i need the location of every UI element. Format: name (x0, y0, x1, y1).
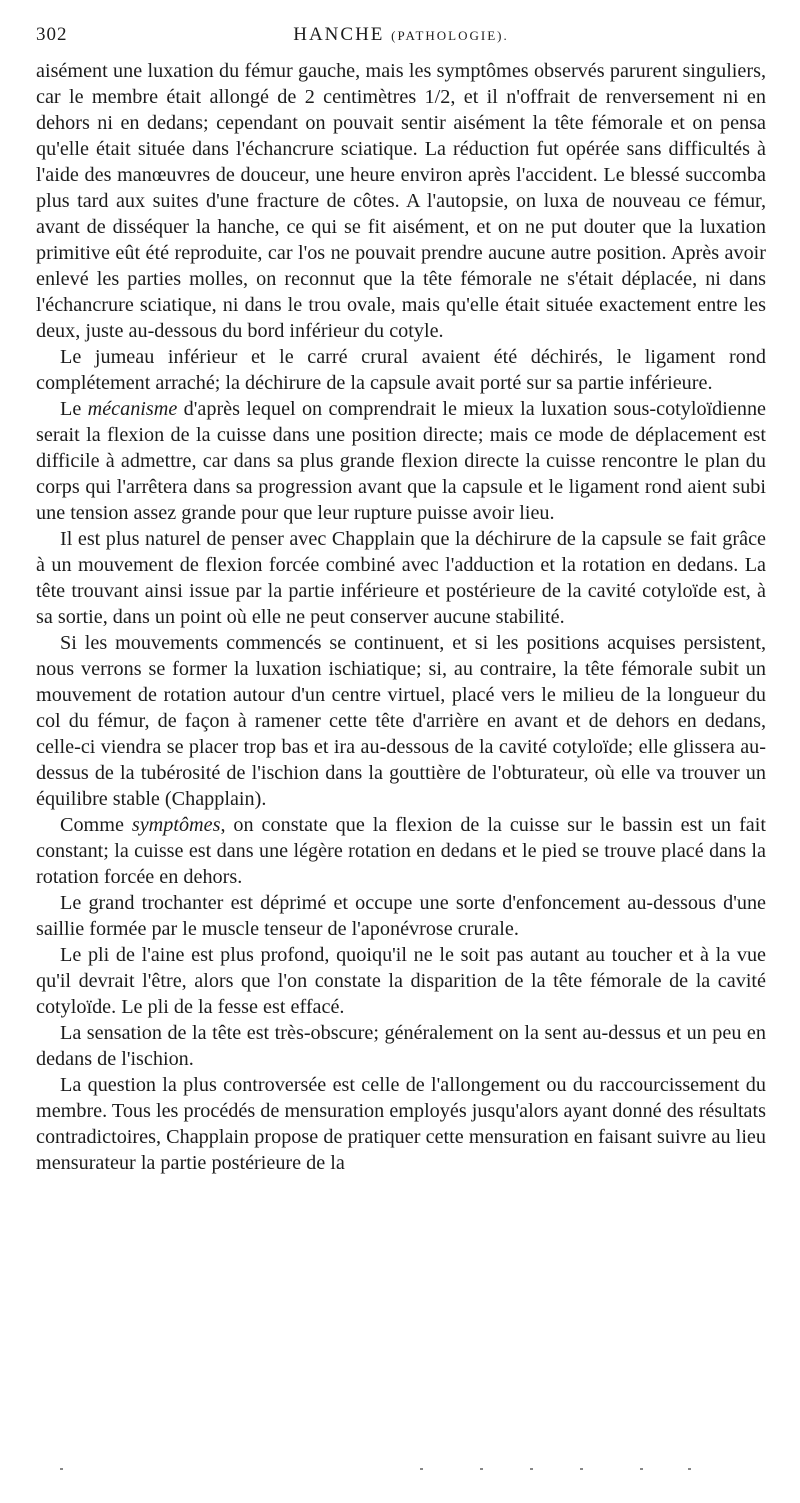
header-title-main: HANCHE (293, 24, 385, 45)
text-run: Si les mouvements commencés se continuent, et si les positions acquises persistent, nous verrons se former la luxation ischiatique; si, au contraire, la tête fémorale subit un mouvement de rotation autour d'un centre virtuel, placé vers le milieu de la longueur du col du fémur, de façon à ramener cette tête d'arrière en avant et de dehors en dedans, celle-ci viendra se placer trop bas et ira au-dessous de la cavité cotyloïde; elle glissera au-dessus de la tubérosité de l'ischion dans la gouttière de l'obturateur, où elle va trouver un équilibre stable (Chapplain). (36, 632, 766, 810)
paragraph (36, 396, 766, 526)
text-run: Le pli de l'aine est plus profond, quoiqu'il ne le soit pas autant au toucher et à la vue qu'il devrait l'être, alors que l'on constate la disparition de la tête fémorale de la cavité cotyloïde. Le pli de la fesse est effacé. (36, 944, 766, 1018)
paragraph (36, 58, 766, 344)
paragraph (36, 812, 766, 890)
text-run: Comme (60, 814, 132, 836)
header-title (36, 24, 766, 46)
text-run: aisément une luxation du fémur gauche, mais les symptômes observés parurent singuliers, car le membre était allongé de 2 centimètres 1/2, et il n'offrait de renversement ni en dehors ni en dedans; cependant on pouvait sentir aisément la tête fémorale et on pensa qu'elle était située dans l'échancrure sciatique. La réduction fut opérée sans difficultés à l'aide des manœuvres de douceur, une heure environ après l'accident. Le blessé succomba plus tard aux suites d'une fracture de côtes. A l'autopsie, on luxa de nouveau ce fémur, avant de disséquer la hanche, ce qui se fit aisément, et on ne put douter que la luxation primitive eût été reproduite, car l'os ne pouvait prendre aucune autre position. Après avoir enlevé les parties molles, on reconnut que la tête fémorale ne s'était déplacée, ni dans l'échancrure sciatique, ni dans le trou ovale, mais qu'elle était située exactement entre les deux, juste au-dessous du bord inférieur du cotyle. (36, 60, 766, 342)
text-run: Le grand trochanter est déprimé et occupe une sorte d'enfoncement au-dessous d'une saillie formée par le muscle tenseur de l'aponévrose crurale. (36, 892, 766, 940)
document-page (36, 24, 766, 1176)
paragraph (36, 630, 766, 812)
text-run: La sensation de la tête est très-obscure; généralement on la sent au-dessus et un peu en dedans de l'ischion. (36, 1022, 766, 1070)
text-run: d'après lequel on comprendrait le mieux la luxation sous-cotyloïdienne serait la flexion de la cuisse dans une position directe; mais ce mode de déplacement est difficile à admettre, car dans sa plus grande flexion directe la cuisse rencontre le plan du corps qui l'arrêtera dans sa progression avant que la capsule et le ligament rond aient subi une tension assez grande pour que leur rupture puisse avoir lieu. (36, 398, 766, 524)
italic-term: symptômes (131, 814, 221, 836)
paragraph (36, 890, 766, 942)
paragraph (36, 1020, 766, 1072)
running-header (36, 24, 766, 54)
paragraph (36, 1072, 766, 1176)
text-run: Le (60, 398, 88, 420)
text-run: , on constate que la flexion de la cuisse sur le bassin est un fait constant; la cuisse est dans une légère rotation en dedans et le pied se trouve placé dans la rotation forcée en dehors. (36, 814, 766, 888)
italic-term: mécanisme (87, 398, 178, 420)
header-title-sub: (PATHOLOGIE). (391, 28, 509, 43)
text-run: Le jumeau inférieur et le carré crural avaient été déchirés, le ligament rond complétement arraché; la déchirure de la capsule avait porté sur sa partie inférieure. (36, 346, 766, 394)
text-run: La question la plus controversée est celle de l'allongement ou du raccourcissement du membre. Tous les procédés de mensuration employés jusqu'alors ayant donné des résultats contradictoires, Chapplain propose de pratiquer cette mensuration en faisant suivre au lieu mensurateur la partie postérieure de la (36, 1074, 766, 1174)
paragraph (36, 526, 766, 630)
paragraph (36, 344, 766, 396)
page-number: 302 (36, 24, 68, 45)
text-run: Il est plus naturel de penser avec Chapplain que la déchirure de la capsule se fait grâce à un mouvement de flexion forcée combiné avec l'adduction et la rotation en dedans. La tête trouvant ainsi issue par la partie inférieure et postérieure de la cavité cotyloïde est, à sa sortie, dans un point où elle ne peut conserver aucune stabilité. (36, 528, 766, 628)
body-text (36, 58, 766, 1176)
paragraph (36, 942, 766, 1020)
footer-print-marks (60, 1468, 700, 1474)
